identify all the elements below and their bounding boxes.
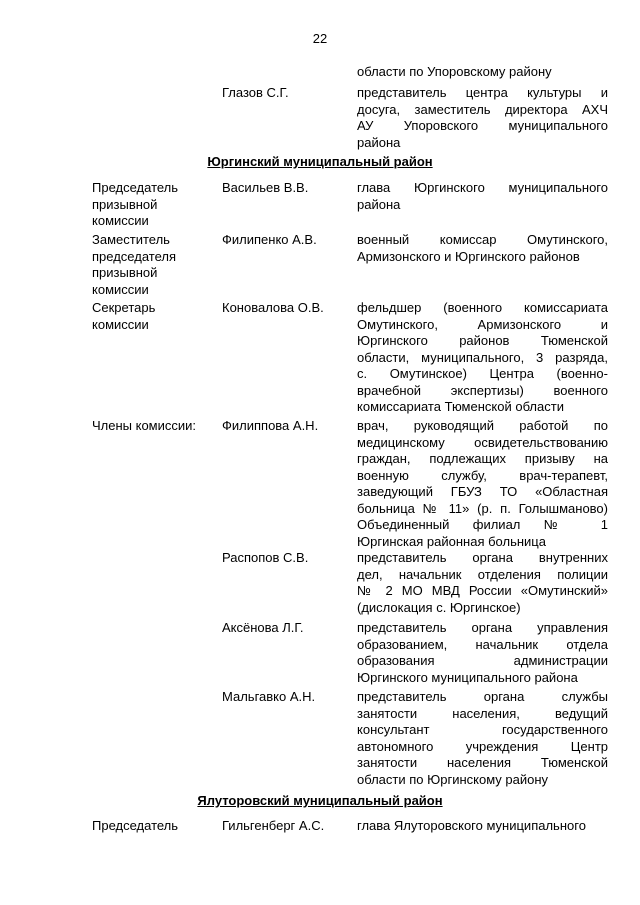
description-line: АУ Упоровского муниципального (357, 118, 608, 133)
description-line: занятости населения Тюменской (357, 755, 608, 770)
description-line: Юргинского районов Тюменской (357, 333, 608, 348)
member-name: Васильев В.В. (222, 180, 309, 195)
description-line: фельдшер (военного комиссариата (357, 300, 608, 315)
description-line: № 2 МО МВД России «Омутинский» (357, 583, 608, 598)
role-line: Секретарь (92, 300, 156, 315)
description-line: автономного учреждения Центр (357, 738, 608, 754)
member-name: Мальгавко А.Н. (222, 689, 316, 704)
member-role (92, 418, 217, 435)
member-name: Коновалова О.В. (222, 300, 324, 315)
description-line: района (357, 196, 401, 212)
district-heading-yurginsky: Юргинский муниципальный район (207, 154, 433, 169)
description-line: досуга, заместитель директора АХЧ (357, 101, 608, 117)
description-line: области, муниципального, 3 разряда, (357, 349, 608, 365)
member-name: Филиппова А.Н. (222, 418, 319, 433)
description-line: представитель центра культуры и (357, 85, 608, 100)
description-line: области по Юргинскому району (357, 771, 549, 787)
description-line: района (357, 134, 401, 150)
member-name: Глазов С.Г. (222, 85, 289, 100)
role-line: Председатель (92, 180, 179, 195)
role-line: призывной (92, 196, 158, 212)
description-line: области по Упоровскому району (357, 64, 552, 79)
member-name: Аксёнова Л.Г. (222, 620, 304, 635)
description-line: представитель органа внутренних (357, 550, 608, 565)
role-line: Председатель (92, 818, 179, 833)
description-line: Юргинская районная больница (357, 533, 546, 549)
role-line: председателя (92, 248, 177, 264)
description-line: Объединенный филиал № 1 (357, 517, 608, 532)
role-line: комиссии (92, 281, 149, 297)
description-line: Омутинского, Армизонского и (357, 316, 608, 332)
description-line: с. Омутинское) Центра (военно- (357, 366, 608, 381)
role-line: комиссии (92, 316, 149, 332)
role-line: Заместитель (92, 232, 170, 247)
member-description (357, 64, 608, 81)
description-line: больница № 11» (р. п. Голышманово) (357, 500, 608, 516)
member-description (357, 232, 608, 265)
member-role (92, 232, 217, 298)
description-line: (дислокация с. Юргинское) (357, 599, 521, 615)
member-description (357, 180, 608, 213)
member-role (92, 300, 217, 333)
member-description (357, 300, 608, 416)
member-name: Филипенко А.В. (222, 232, 317, 247)
description-line: комиссариата Тюменской области (357, 399, 564, 414)
member-name: Распопов С.В. (222, 550, 309, 565)
description-line: занятости населения, ведущий (357, 705, 608, 721)
role-line: комиссии (92, 213, 149, 228)
description-line: представитель органа управления (357, 620, 608, 635)
description-line: консультант государственного (357, 722, 608, 737)
description-line: Юргинского муниципального района (357, 669, 578, 685)
member-description (357, 818, 608, 835)
description-line: заведующий ГБУЗ ТО «Областная (357, 484, 608, 499)
description-line: образованием, начальник отдела (357, 636, 608, 652)
member-role (92, 180, 217, 230)
member-description (357, 620, 608, 686)
member-description (357, 85, 608, 151)
role-line: призывной (92, 265, 158, 280)
member-description (357, 550, 608, 616)
description-line: Армизонского и Юргинского районов (357, 248, 580, 264)
description-line: дел, начальник отделения полиции (357, 566, 608, 582)
page-number: 22 (312, 31, 328, 46)
member-name: Гильгенберг А.С. (222, 818, 325, 833)
description-line: представитель органа службы (357, 689, 608, 704)
description-line: глава Ялуторовского муниципального (357, 818, 586, 833)
description-line: врач, руководящий работой по (357, 418, 608, 433)
district-heading-yalutorovsky: Ялуторовский муниципальный район (197, 793, 443, 808)
member-description (357, 418, 608, 550)
description-line: военный комиссар Омутинского, (357, 232, 608, 247)
description-line: граждан, подлежащих призыву на (357, 451, 608, 466)
member-role (92, 818, 217, 835)
description-line: врачебной экспертизы) военного (357, 382, 608, 398)
member-description (357, 689, 608, 788)
description-line: глава Юргинского муниципального (357, 180, 608, 195)
role-line: Члены комиссии: (92, 418, 197, 433)
description-line: образования администрации (357, 653, 608, 668)
description-line: медицинскому освидетельствованию (357, 434, 608, 450)
description-line: военную службу, врач-терапевт, (357, 467, 608, 483)
